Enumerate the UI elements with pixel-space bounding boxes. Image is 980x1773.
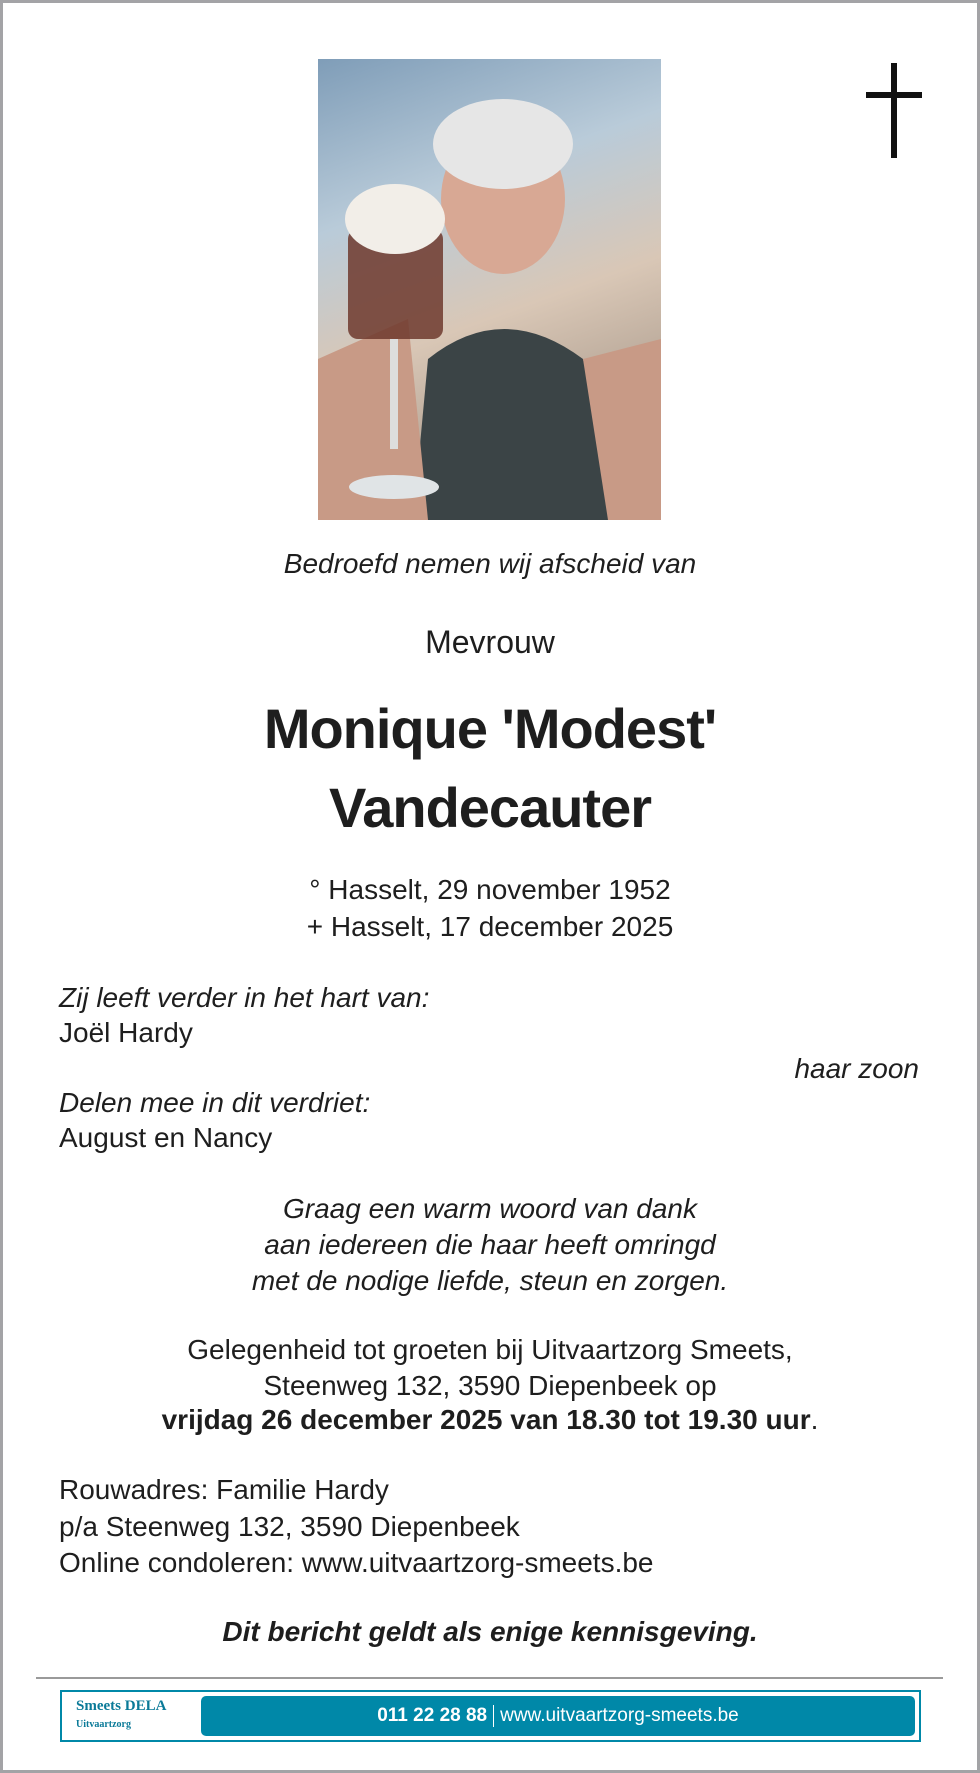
visit-date-end: . bbox=[810, 1404, 819, 1435]
visit-line: Gelegenheid tot groeten bij Uitvaartzorg Smeets, bbox=[187, 1334, 793, 1365]
logo-sub: Uitvaartzorg bbox=[76, 1719, 131, 1730]
lives-on-label: Zij leeft verder in het hart van: bbox=[59, 982, 430, 1013]
share-label: Delen mee in dit verdriet: bbox=[59, 1087, 371, 1118]
title-text: Mevrouw bbox=[425, 624, 555, 660]
birth-info: ° Hasselt, 29 november 1952 bbox=[309, 874, 671, 905]
cross-icon bbox=[866, 63, 922, 158]
name-line2: Vandecauter bbox=[328, 776, 652, 839]
share-names: August en Nancy bbox=[59, 1122, 273, 1153]
website-link: www.uitvaartzorg-smeets.be bbox=[500, 1705, 739, 1726]
notice-text: Dit bericht geldt als enige kennisgeving. bbox=[222, 1616, 758, 1647]
address-line: p/a Steenweg 132, 3590 Diepenbeek bbox=[59, 1511, 520, 1542]
divider bbox=[36, 1677, 943, 1679]
thanks-line: met de nodige liefde, steun en zorgen. bbox=[251, 1265, 729, 1296]
separator bbox=[493, 1705, 494, 1727]
phone-number: 011 22 28 88 bbox=[377, 1705, 488, 1726]
condolence-link: Online condoleren: www.uitvaartzorg-smeets.be bbox=[59, 1547, 654, 1578]
thanks-line: Graag een warm woord van dank bbox=[283, 1193, 697, 1224]
lives-on-name: Joël Hardy bbox=[59, 1017, 193, 1048]
visit-line: Steenweg 132, 3590 Diepenbeek op bbox=[263, 1370, 717, 1401]
funeral-home-banner bbox=[60, 1690, 921, 1742]
lives-on-relation: haar zoon bbox=[794, 1053, 919, 1084]
contact-bar bbox=[201, 1696, 915, 1736]
visit-date: vrijdag 26 december 2025 van 18.30 tot 19.30 uur bbox=[161, 1404, 811, 1435]
name-line1: Monique 'Modest' bbox=[263, 697, 717, 760]
smeets-dela-logo bbox=[76, 1698, 166, 1730]
visit-date-line bbox=[0, 1403, 980, 1437]
address-line: Rouwadres: Familie Hardy bbox=[59, 1474, 389, 1505]
portrait-photo bbox=[318, 59, 661, 520]
intro-text: Bedroefd nemen wij afscheid van bbox=[283, 548, 697, 579]
thanks-line: aan iedereen die haar heeft omringd bbox=[264, 1229, 716, 1260]
death-info: + Hasselt, 17 december 2025 bbox=[306, 911, 674, 942]
logo-name: Smeets DELA bbox=[76, 1698, 167, 1714]
